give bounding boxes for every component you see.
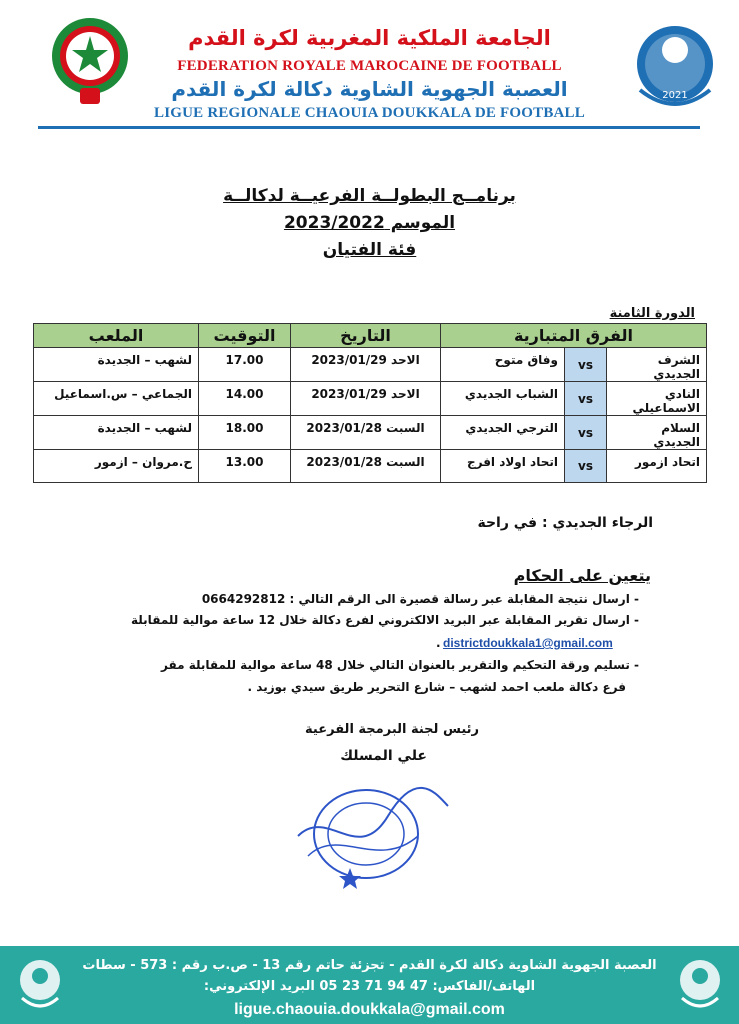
category-title: فئة الفتيان: [322, 240, 417, 260]
signatory-title: رئيس لجنة البرمجة الفرعية: [305, 722, 479, 737]
match-time: 18.00: [199, 416, 291, 450]
schedule-table: [33, 323, 707, 483]
table-row: [34, 382, 707, 416]
header-divider: [38, 126, 700, 129]
away-team: الشباب الجديدي: [441, 382, 565, 416]
match-time: 13.00: [199, 450, 291, 483]
footer-logo-right-icon: [676, 954, 724, 1016]
header-teams: الفرق المتبارية: [441, 324, 707, 348]
letterhead: [0, 0, 739, 135]
resting-team: الرجاء الجديدي : في راحة: [477, 515, 653, 531]
header-time: التوقيت: [199, 324, 291, 348]
footer-phone: الهاتف/الفاكس: 47 94 71 23 05 البريد الإلكتروني:: [203, 979, 536, 994]
signatory-name: علي المسلك: [340, 748, 427, 764]
away-team: وفاق متوح: [441, 348, 565, 382]
table-row: [34, 348, 707, 382]
vs-cell: vs: [565, 450, 607, 483]
instruction-email-report: - ارسال تقرير المقابلة عبر البريد الالكتروني لفرع دكالة خلال 12 ساعة موالية للمقابلة: [131, 613, 639, 627]
referees-heading: يتعين على الحكام: [513, 566, 651, 585]
vs-cell: vs: [565, 348, 607, 382]
table-row: [34, 450, 707, 483]
footer-address: العصبة الجهوية الشاوية دكالة لكرة القدم - تجزئة حاتم رقم 13 - ص.ب رقم : 573 - سطات: [82, 958, 657, 973]
stamp-signature-icon: [288, 776, 458, 891]
match-date: الاحد 2023/01/29: [291, 382, 441, 416]
match-date: الاحد 2023/01/29: [291, 348, 441, 382]
footer-email[interactable]: ligue.chaouia.doukkala@gmail.com: [234, 1001, 505, 1018]
table-row: [34, 416, 707, 450]
league-logo-icon: [634, 20, 716, 120]
match-date: السبت 2023/01/28: [291, 416, 441, 450]
home-team: النادي الاسماعيلي: [607, 382, 707, 416]
away-team: اتحاد اولاد افرج: [441, 450, 565, 483]
program-title: برنامــج البطولــة الفرعيــة لدكالــة: [223, 186, 516, 206]
email-trailer: .: [436, 636, 441, 650]
match-venue: ح.مروان – ازمور: [34, 450, 199, 483]
away-team: الترجي الجديدي: [441, 416, 565, 450]
vs-cell: vs: [565, 416, 607, 450]
svg-text:2021: 2021: [662, 90, 688, 101]
instruction-address: فرع دكالة ملعب احمد لشهب – شارع التحرير طريق سيدي بوزيد .: [247, 680, 626, 694]
match-venue: لشهب – الجديدة: [34, 416, 199, 450]
home-team: اتحاد ازمور: [607, 450, 707, 483]
league-name-arabic: العصبة الجهوية الشاوية دكالة لكرة القدم: [171, 77, 568, 101]
table-header-row: [34, 324, 707, 348]
federation-name-arabic: الجامعة الملكية المغربية لكرة القدم: [188, 26, 551, 50]
footer-bar: [0, 946, 739, 1024]
round-label: الدورة الثامنة: [609, 306, 695, 321]
instruction-delivery: - تسليم ورقة التحكيم والتقرير بالعنوان التالي خلال 48 ساعة موالية للمقابلة مقر: [161, 658, 639, 672]
match-venue: لشهب – الجديدة: [34, 348, 199, 382]
match-time: 17.00: [199, 348, 291, 382]
district-email-link[interactable]: districtdoukkala1@gmail.com: [443, 636, 613, 650]
home-team: الشرف الجديدي: [607, 348, 707, 382]
league-name-french: LIGUE REGIONALE CHAOUIA DOUKKALA DE FOOTBALL: [154, 105, 585, 121]
season-title: الموسم 2023/2022: [283, 213, 456, 233]
match-venue: الجماعي – س.اسماعيل: [34, 382, 199, 416]
match-time: 14.00: [199, 382, 291, 416]
instruction-sms: - ارسال نتيجة المقابلة عبر رسالة قصيرة الى الرقم التالي : 0664292812: [201, 592, 639, 606]
header-venue: الملعب: [34, 324, 199, 348]
header-date: التاريخ: [291, 324, 441, 348]
federation-name-french: FEDERATION ROYALE MAROCAINE DE FOOTBALL: [177, 58, 562, 74]
vs-cell: vs: [565, 382, 607, 416]
home-team: السلام الجديدي: [607, 416, 707, 450]
match-date: السبت 2023/01/28: [291, 450, 441, 483]
